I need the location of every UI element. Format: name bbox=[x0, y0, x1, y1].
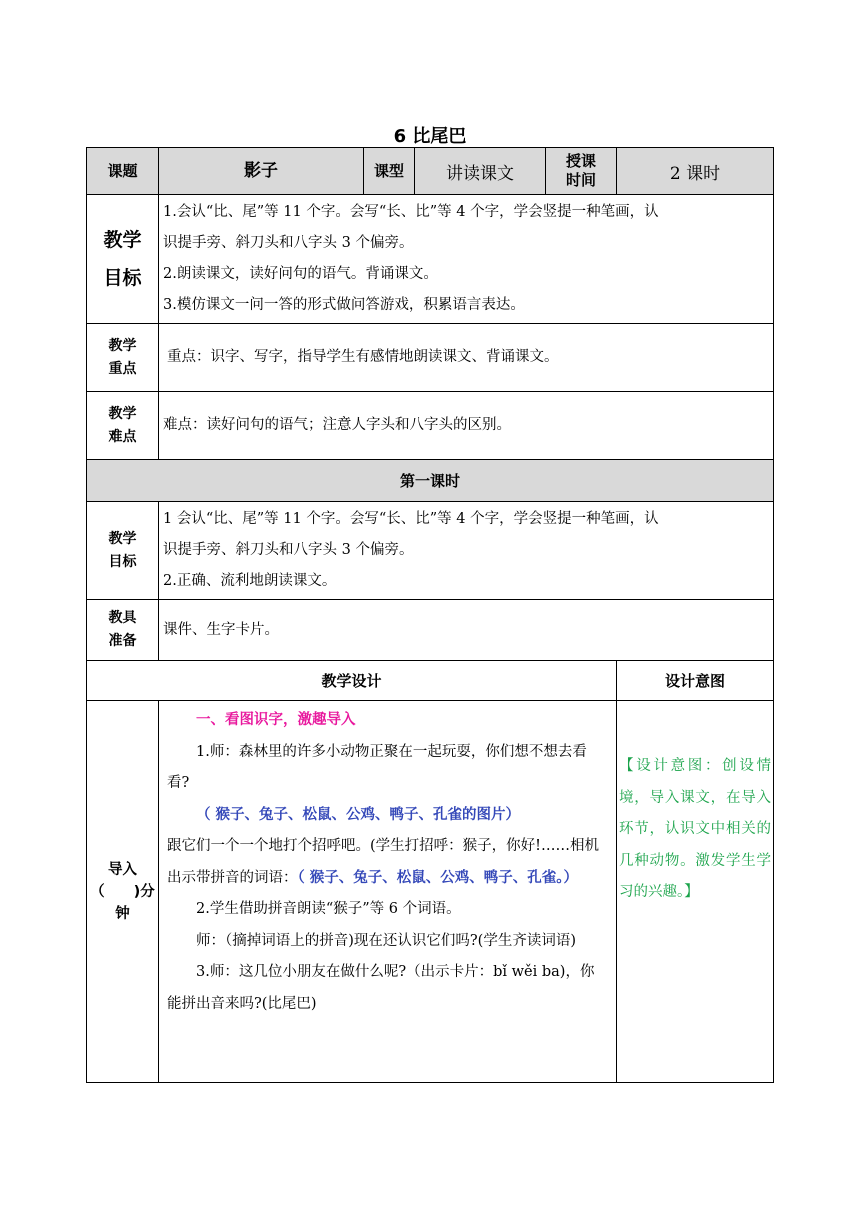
lesson-goals-line: 识提手旁、斜刀头和八字头 3 个偏旁。 bbox=[163, 542, 414, 558]
lesson-goals-line: 1 会认“比、尾”等 11 个字。会写“长、比”等 4 个字，学会竖提一种笔画，认 bbox=[163, 511, 659, 527]
design-header: 教学设计 bbox=[87, 661, 617, 701]
time-label-line2: 时间 bbox=[565, 171, 596, 189]
goals-line: 2.朗读课文，读好问句的语气。背诵课文。 bbox=[163, 266, 438, 282]
time-label-line1: 授课 bbox=[565, 152, 596, 170]
document-title: 6 比尾巴 bbox=[393, 126, 467, 147]
tools-text: 课件、生字卡片。 bbox=[159, 600, 774, 661]
first-lesson-row bbox=[87, 460, 774, 502]
goals-content bbox=[159, 195, 774, 324]
difficulties-row bbox=[87, 392, 774, 460]
goals-line: 1.会认“比、尾”等 11 个字。会写“长、比”等 4 个字，学会竖提一种笔画，认 bbox=[163, 204, 659, 220]
difficulties-label bbox=[87, 392, 159, 460]
header-row bbox=[87, 148, 774, 195]
goals-row bbox=[87, 195, 774, 324]
key-points-text: 重点：识字、写字，指导学生有感情地朗读课文、背诵课文。 bbox=[159, 324, 774, 392]
tools-label-line1: 教具 bbox=[108, 610, 137, 626]
design-intent-text: 【设计意图：创设情境，导入课文，在导入环节，认识文中相关的几种动物。激发学生学习的兴趣。】 bbox=[617, 701, 774, 1083]
key-points-label bbox=[87, 324, 159, 392]
difficulties-text: 难点：读好问句的语气；注意人字头和八字头的区别。 bbox=[159, 392, 774, 460]
image-note: （ 猴子、兔子、松鼠、公鸡、鸭子、孔雀的图片） bbox=[196, 806, 521, 823]
difficulties-label-line2: 难点 bbox=[108, 428, 137, 445]
goals-line: 3.模仿课文一问一答的形式做问答游戏，积累语言表达。 bbox=[163, 297, 525, 313]
lesson-goals-label bbox=[87, 502, 159, 600]
goals-label-line2: 目标 bbox=[103, 267, 142, 289]
word-list: （ 猴子、兔子、松鼠、公鸡、鸭子、孔雀。） bbox=[297, 869, 579, 886]
intro-label bbox=[87, 701, 159, 1083]
intro-content bbox=[159, 701, 617, 1083]
type-value: 讲读课文 bbox=[415, 148, 546, 195]
intro-paragraph-2 bbox=[167, 800, 608, 832]
intro-paragraph-3: 2.学生借助拼音朗读“猴子”等 6 个词语。 bbox=[196, 901, 461, 917]
tools-row bbox=[87, 600, 774, 661]
intro-section-title: 一、看图识字，激趣导入 bbox=[196, 712, 356, 728]
intent-header: 设计意图 bbox=[617, 661, 774, 701]
type-label: 课型 bbox=[364, 148, 415, 195]
design-header-row bbox=[87, 661, 774, 701]
key-points-label-line1: 教学 bbox=[108, 337, 137, 354]
goals-label bbox=[87, 195, 159, 324]
intro-label-line2: （ )分 bbox=[90, 883, 155, 900]
lesson-goals-content bbox=[159, 502, 774, 600]
intro-paragraph-1: 1.师：森林里的许多小动物正聚在一起玩耍，你们想不想去看看? bbox=[167, 743, 587, 791]
lesson-goals-label-line1: 教学 bbox=[108, 530, 137, 547]
lesson-goals-row bbox=[87, 502, 774, 600]
intro-label-line3: 钟 bbox=[115, 905, 130, 922]
lesson-plan-table bbox=[86, 147, 774, 1083]
lesson-goals-line: 2.正确、流利地朗读课文。 bbox=[163, 573, 337, 589]
tools-label bbox=[87, 600, 159, 661]
topic-label: 课题 bbox=[87, 148, 159, 195]
intro-row bbox=[87, 701, 774, 1083]
intro-paragraph-4: 师：（摘掉词语上的拼音)现在还认识它们吗?(学生齐读词语) bbox=[196, 932, 576, 949]
topic-value: 影子 bbox=[159, 148, 364, 195]
first-lesson-title: 第一课时 bbox=[87, 460, 774, 502]
difficulties-label-line1: 教学 bbox=[108, 405, 137, 422]
intro-paragraph-2b bbox=[167, 831, 608, 894]
goals-label-line1: 教学 bbox=[103, 229, 142, 251]
time-value: 2 课时 bbox=[617, 148, 774, 195]
goals-line: 识提手旁、斜刀头和八字头 3 个偏旁。 bbox=[163, 235, 414, 251]
intro-paragraph-5: 3.师：这几位小朋友在做什么呢?（出示卡片：bǐ wěi ba)，你能拼出音来吗?(比尾巴) bbox=[167, 964, 595, 1012]
intro-label-line1: 导入 bbox=[108, 861, 137, 878]
tools-label-line2: 准备 bbox=[108, 633, 137, 649]
intro-paragraph-2-text: 跟它们一个一个地打个招呼吧。(学生打招呼：猴子，你好!……相机出示带拼音的词语： bbox=[167, 838, 599, 886]
lesson-goals-label-line2: 目标 bbox=[108, 553, 137, 570]
key-points-label-line2: 重点 bbox=[108, 360, 137, 377]
key-points-row bbox=[87, 324, 774, 392]
time-label bbox=[546, 148, 617, 195]
